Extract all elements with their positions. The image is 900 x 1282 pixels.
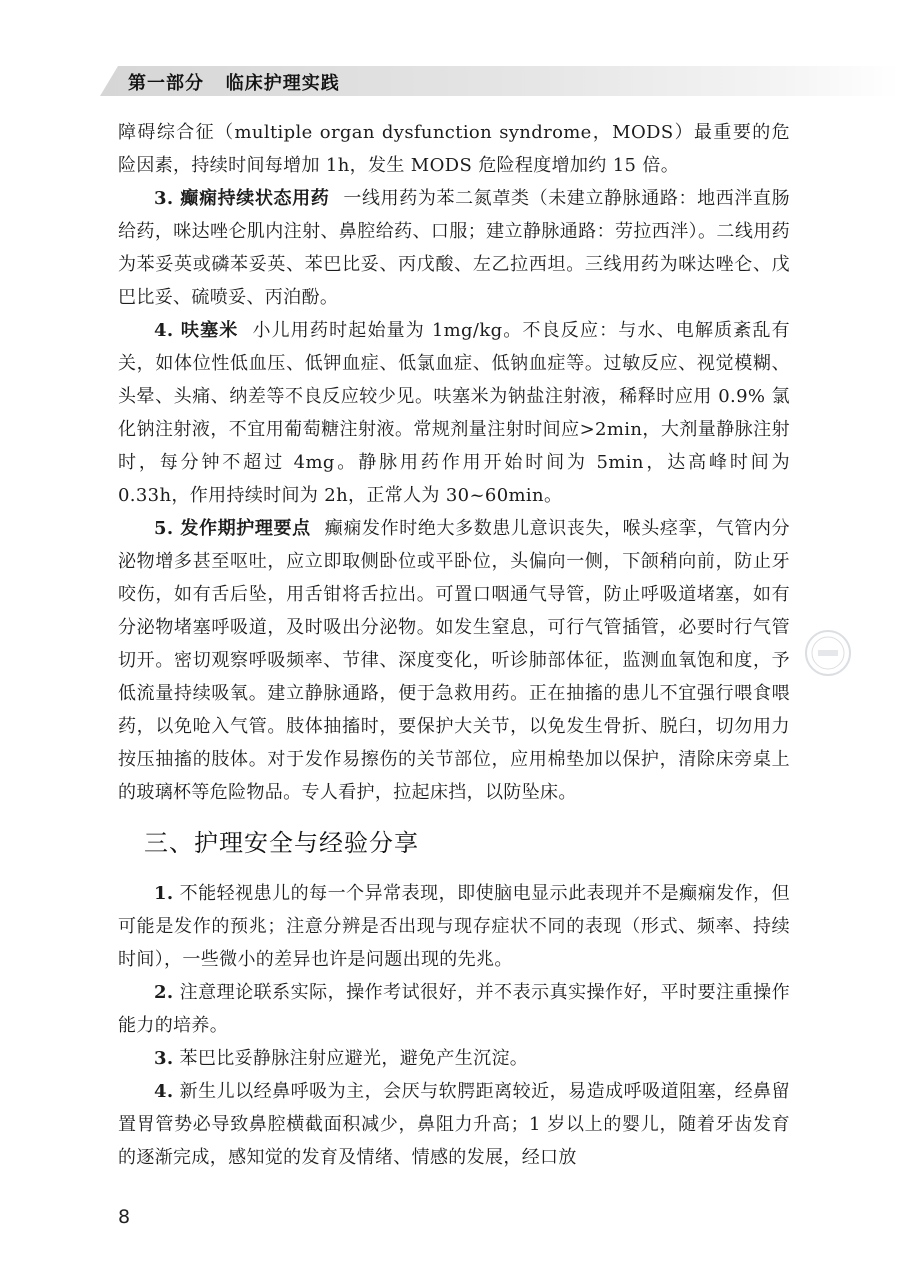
item-text-3: 一线用药为苯二氮䓬类（未建立静脉通路：地西泮直肠给药，咪达唑仑肌内注射、鼻腔给药、口服；建立静脉通路：劳拉西泮）。二线用药为苯妥英或磷苯妥英、苯巴比妥、丙戊酸、左乙拉西坦。三线用药为咪达唑仑、戊巴比妥、硫喷妥、丙泊酚。 (118, 188, 790, 308)
paragraph-status-epilepticus-drugs (118, 182, 790, 314)
item-lead-3: 3. 癫痫持续状态用药 (154, 188, 330, 209)
list-item-text: 不能轻视患儿的每一个异常表现，即使脑电显示此表现并不是癫痫发作，但可能是发作的预兆；注意分辨是否出现与现存症状不同的表现（形式、频率、持续时间），一些微小的差异也许是问题出现的先兆。 (118, 883, 790, 970)
list-item-text: 新生儿以经鼻呼吸为主，会厌与软腭距离较近，易造成呼吸道阻塞，经鼻留置胃管势必导致鼻腔横截面积减少，鼻阻力升高；1 岁以上的婴儿，随着牙齿发育的逐渐完成，感知觉的发育及情绪、情感的发展，经口放 (118, 1081, 790, 1168)
list-item (118, 1075, 790, 1174)
list-item-number: 3. (154, 1048, 174, 1069)
section-heading: 三、护理安全与经验分享 (144, 829, 419, 857)
paragraph-furosemide (118, 314, 790, 512)
item-text-5: 癫痫发作时绝大多数患儿意识丧失，喉头痉挛，气管内分泌物增多甚至呕吐，应立即取侧卧位或平卧位，头偏向一侧，下颌稍向前，防止牙咬伤，如有舌后坠，用舌钳将舌拉出。可置口咽通气导管，防止呼吸道堵塞，如有分泌物堵塞呼吸道，及时吸出分泌物。如发生窒息，可行气管插管，必要时行气管切开。密切观察呼吸频率、节律、深度变化，听诊肺部体征，监测血氧饱和度，予低流量持续吸氧。建立静脉通路，便于急救用药。正在抽搐的患儿不宜强行喂食喂药，以免呛入气管。肢体抽搐时，要保护大关节，以免发生骨折、脱臼，切勿用力按压抽搐的肢体。对于发作易擦伤的关节部位，应用棉垫加以保护，清除床旁桌上的玻璃杯等危险物品。专人看护，拉起床挡，以防坠床。 (118, 518, 790, 803)
continued-paragraph: 障碍综合征（multiple organ dysfunction syndrome，MODS）最重要的危险因素，持续时间每增加 1h，发生 MODS 危险程度增加约 15 倍。 (118, 122, 790, 176)
item-lead-4: 4. 呋塞米 (154, 320, 239, 341)
page-body (118, 116, 790, 1174)
running-header-title: 第一部分 临床护理实践 (128, 73, 340, 94)
item-lead-5: 5. 发作期护理要点 (154, 518, 311, 539)
paragraph-seizure-care (118, 512, 790, 809)
list-item-number: 2. (154, 982, 174, 1003)
list-item-text: 注意理论联系实际，操作考试很好，并不表示真实操作好，平时要注重操作能力的培养。 (118, 982, 790, 1036)
faint-stamp-icon (803, 628, 853, 678)
item-text-4: 小儿用药时起始量为 1mg/kg。不良反应：与水、电解质紊乱有关，如体位性低血压、低钾血症、低氯血症、低钠血症等。过敏反应、视觉模糊、头晕、头痛、纳差等不良反应较少见。呋塞米为钠盐注射液，稀释时应用 0.9% 氯化钠注射液，不宜用葡萄糖注射液。常规剂量注射时间应>2min，大剂量静脉注射时，每分钟不超过 4mg。静脉用药作用开始时间为 5min，达高峰时间为 0.33h，作用持续时间为 2h，正常人为 30~60min。 (118, 320, 790, 506)
page-number: 8 (118, 1206, 131, 1228)
list-item-text: 苯巴比妥静脉注射应避光，避免产生沉淀。 (179, 1048, 529, 1069)
list-item (118, 976, 790, 1042)
list-item-number: 1. (154, 883, 174, 904)
list-item-number: 4. (154, 1081, 174, 1102)
list-item (118, 877, 790, 976)
list-item (118, 1042, 790, 1075)
